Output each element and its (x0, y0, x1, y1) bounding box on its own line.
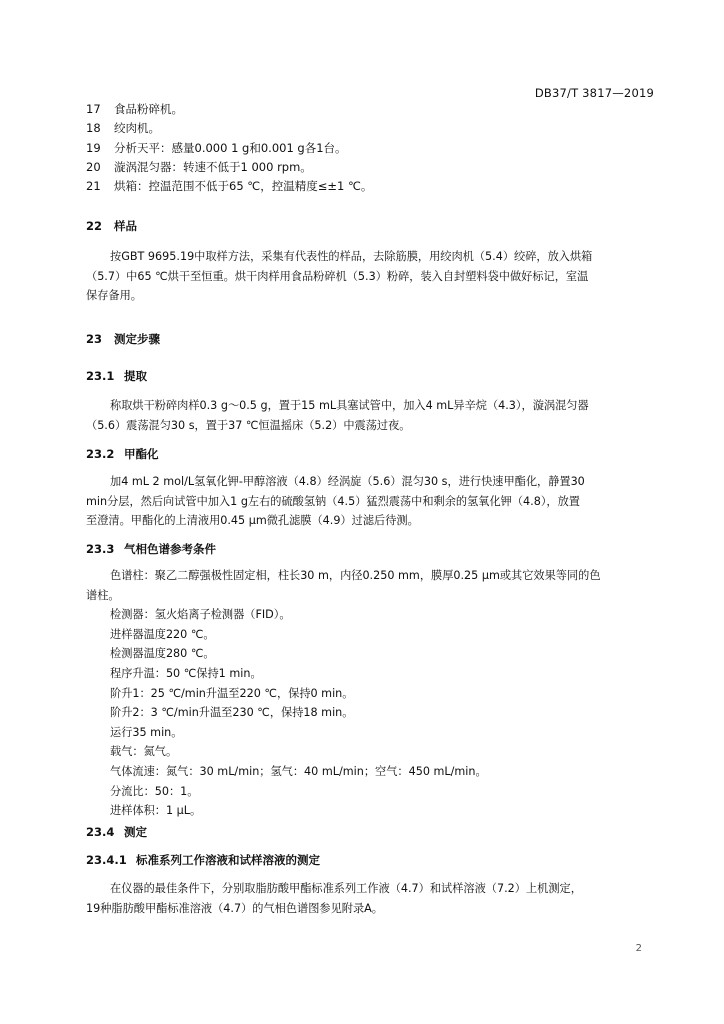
section-heading-22: 22 样品 (86, 219, 137, 233)
section-22-paragraph: 按GBT 9695.19中取样方法，采集有代表性的样品，去除筋膜，用绞肉机（5.4）绞碎，放入烘箱 （5.7）中65 ℃烘干至恒重。烘干肉样用食品粉碎机（5.3）粉碎，装入自封塑料袋中做好标记，室温 保存备用。 (86, 250, 593, 303)
section-23-4-1-paragraph: 在仪器的最佳条件下，分别取脂肪酸甲酯标准系列工作液（4.7）和试样溶液（7.2）上机测定， 19种脂肪酸甲酯标准溶液（4.7）的气相色谱图参见附录A。 (86, 882, 582, 915)
list-item: 21 烘箱：控温范围不低于65 ℃，控温精度≤±1 ℃。 (86, 179, 373, 194)
section-heading-23-3: 23.3 气相色谱参考条件 (86, 542, 216, 556)
section-heading-23-4: 23.4 测定 (86, 825, 147, 839)
section-heading-23: 23 测定步骤 (86, 332, 160, 346)
section-heading-23-2: 23.2 甲酯化 (86, 447, 159, 461)
list-item: 19 分析天平：感量0.000 1 g和0.001 g各1台。 (86, 140, 347, 155)
list-item: 18 绞肉机。 (86, 121, 160, 136)
section-heading-23-4-1: 23.4.1 标准系列工作溶液和试样溶液的测定 (86, 853, 320, 867)
section-23-2-paragraph: 加4 mL 2 mol/L氢氧化钾-甲醇溶液（4.8）经涡旋（5.6）混匀30 s，进行快速甲酯化，静置30 min分层，然后向试管中加入1 g左右的硫酸氢钠（4.5）猛烈震荡中和剩余的氢氧化钾（4.8），放置 至澄清。甲酯化的上清液用0.45 μm微孔滤膜（4.9）过滤后待测。 (86, 475, 585, 528)
list-item: 17 食品粉碎机。 (86, 102, 183, 116)
section-23-3-paragraph: 色谱柱：聚乙二醇强极性固定相，柱长30 m，内径0.250 mm，膜厚0.25 μm或其它效果等同的色 谱柱。 检测器：氢火焰离子检测器（FID）。 进样器温度220 ℃。 检测器温度280 ℃。 程序升温：50 ℃保持1 min。 阶升1：25 ℃/min升温至220 ℃，保持0 min。 阶升2：3 ℃/min升温至230 ℃，保持18 min。 运行35 min。 载气：氮气。 气体流速：氮气：30 mL/min；氢气：40 mL/min；空气：450 mL/min。 分流比：50：1。 进样体积：1 μL。 (86, 569, 601, 818)
document-code: DB37/T 3817—2019 (534, 86, 654, 100)
section-23-1-paragraph: 称取烘干粉碎肉样0.3 g～0.5 g，置于15 mL具塞试管中，加入4 mL异辛烷（4.3），漩涡混匀器 （5.6）震荡混匀30 s，置于37 ℃恒温摇床（5.2）中震荡过夜。 (86, 399, 589, 432)
section-heading-23-1: 23.1 提取 (86, 369, 147, 383)
equipment-list (86, 100, 646, 196)
list-item: 20 漩涡混匀器：转速不低于1 000 rpm。 (86, 159, 312, 174)
page-number: 2 (635, 943, 642, 954)
